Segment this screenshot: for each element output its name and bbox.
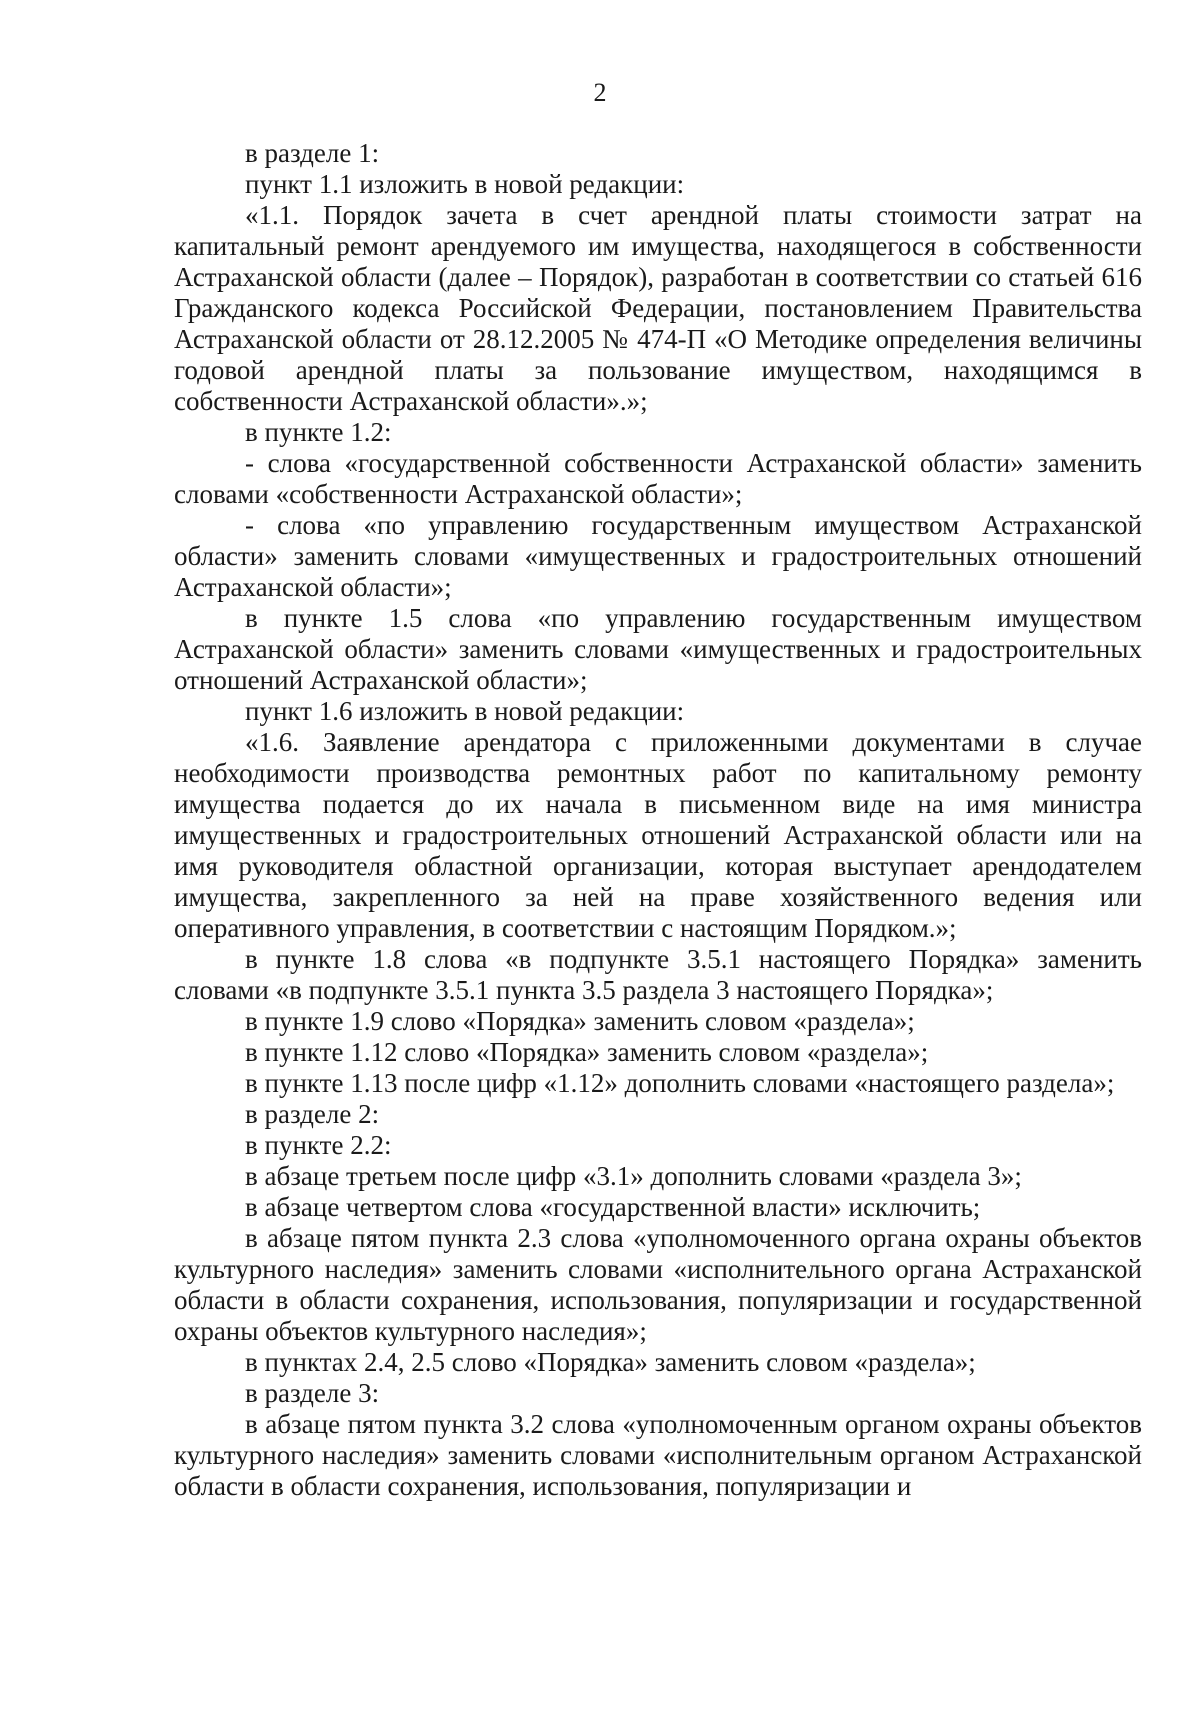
page-number: 2 (593, 78, 607, 107)
paragraph: «1.1. Порядок зачета в счет арендной платы стоимости затрат на капитальный ремонт арендуемого им имущества, находящегося в собственности Астраханской области (далее – Порядок), разработан в соответствии со статьей 616 Гражданского кодекса Российской Федерации, постановлением Правительства Астраханской области от 28.12.2005 № 474-П «О Методике определения величины годовой арендной платы за пользование имуществом, находящимся в собственности Астраханской области».»; (174, 200, 1142, 416)
paragraph: в пункте 1.8 слова «в подпункте 3.5.1 настоящего Порядка» заменить словами «в подпункте 3.5.1 пункта 3.5 раздела 3 настоящего Порядка»; (174, 944, 1142, 1005)
paragraph: - слова «государственной собственности Астраханской области» заменить словами «собственности Астраханской области»; (174, 448, 1142, 509)
paragraph: в разделе 2: (245, 1099, 380, 1129)
paragraph: в пункте 1.9 слово «Порядка» заменить словом «раздела»; (245, 1006, 915, 1036)
paragraph: в пункте 1.12 слово «Порядка» заменить словом «раздела»; (245, 1037, 929, 1067)
paragraph: в пункте 2.2: (245, 1130, 392, 1160)
paragraph: в абзаце третьем после цифр «3.1» дополнить словами «раздела 3»; (245, 1161, 1022, 1191)
paragraph: в пункте 1.5 слова «по управлению государственным имуществом Астраханской области» заменить словами «имущественных и градостроительных отношений Астраханской области»; (174, 603, 1142, 695)
paragraph: «1.6. Заявление арендатора с приложенными документами в случае необходимости производства ремонтных работ по капитальному ремонту имущества подается до их начала в письменном виде на имя министра имущественных и градостроительных отношений Астраханской области или на имя руководителя областной организации, которая выступает арендодателем имущества, закрепленного за ней на праве хозяйственного ведения или оперативного управления, в соответствии с настоящим Порядком.»; (174, 727, 1142, 943)
paragraph: в пунктах 2.4, 2.5 слово «Порядка» заменить словом «раздела»; (245, 1347, 976, 1377)
paragraph: пункт 1.6 изложить в новой редакции: (245, 696, 685, 726)
document-body (174, 138, 1142, 1502)
paragraph: в разделе 3: (245, 1378, 380, 1408)
paragraph: в пункте 1.2: (245, 417, 392, 447)
paragraph: в разделе 1: (245, 138, 380, 168)
paragraph: в абзаце пятом пункта 2.3 слова «уполномоченного органа охраны объектов культурного наследия» заменить словами «исполнительного органа Астраханской области в области сохранения, использования, популяризации и государственной охраны объектов культурного наследия»; (174, 1223, 1142, 1346)
paragraph: в абзаце четвертом слова «государственной власти» исключить; (245, 1192, 981, 1222)
paragraph: в пункте 1.13 после цифр «1.12» дополнить словами «настоящего раздела»; (245, 1068, 1115, 1098)
paragraph: в абзаце пятом пункта 3.2 слова «уполномоченным органом охраны объектов культурного наследия» заменить словами «исполнительным органом Астраханской области в области сохранения, использования, популяризации и (174, 1409, 1142, 1501)
paragraph: - слова «по управлению государственным имуществом Астраханской области» заменить словами «имущественных и градостроительных отношений Астраханской области»; (174, 510, 1142, 602)
paragraph: пункт 1.1 изложить в новой редакции: (245, 169, 685, 199)
